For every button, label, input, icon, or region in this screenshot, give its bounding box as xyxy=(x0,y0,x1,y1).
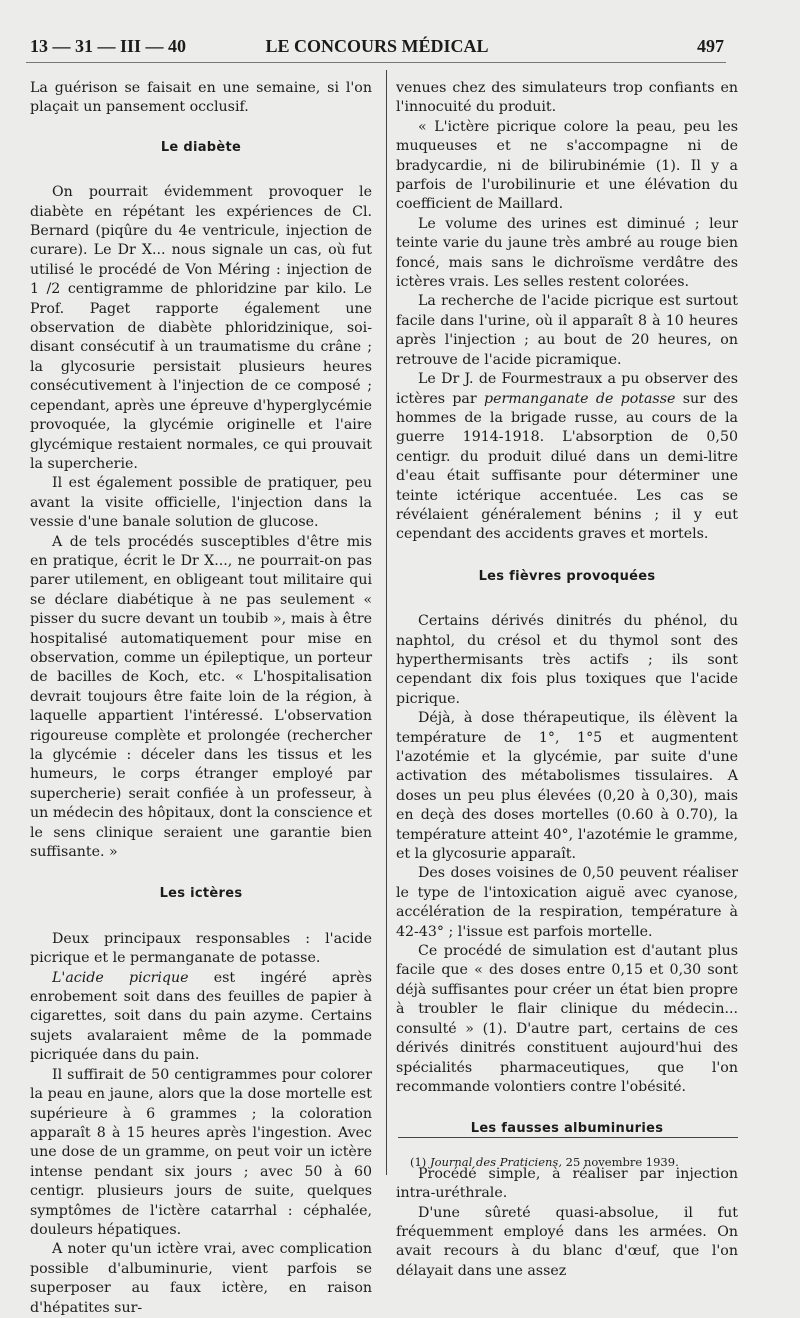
section-heading-diabete: Le diabète xyxy=(160,139,242,155)
paragraph: A de tels procédés susceptibles d'être mis en pratique, écrit le Dr X..., ne pourrait-on pas parer utilement, en obligeant tout militaire qui se déclare diabétique à ne pas seulement « pisser du sucre devant un toubib », mais à être hospitalisé automatiquement pour mise en observation, comme un épileptique, un porteur de bacilles de Koch, etc. « L'hospitalisation devrait toujours être faite loin de la région, à laquelle appartient l'intéressé. L'observation rigoureuse complète et prolongée (rechercher la glycémie : déceler dans les tissus et les humeurs, le corps étranger employé par supercherie) serait confiée à un professeur, à un médecin des hôpitaux, dont la conscience et le sens clinique seraient une garantie bien suffisante. » xyxy=(30,533,372,861)
paragraph: Certains dérivés dinitrés du phénol, du naphtol, du crésol et du thymol sont des hyperthermisants très actifs ; ils sont cependant dix fois plus toxiques que l'acide picrique. xyxy=(396,613,738,707)
issue-reference: 13 — 31 — III — 40 xyxy=(30,36,187,56)
paragraph: On pourrait évidemment provoquer le diabète en répétant les expériences de Cl. Bernard (piqûre du 4e ventricule, injection de curare). Le Dr X... nous signale un cas, où fut utilisé le procédé de Von Méring : injection de 1 /2 centigramme de phloridzine par kilo. Le Prof. Paget rapporte également une observation de diabète phloridzinique, soi-disant consécutif à un traumatisme du crâne ; la glycosurie persistait plusieurs heures consécutivement à l'injection de ce composé ; cependant, après une épreuve d'hyperglycémie provoquée, la glycémie originelle et l'aire glycémique restaient normales, ce qui prouvait la supercherie. xyxy=(30,184,372,472)
paragraph: Procédé simple, à réaliser par injection intra-uréthrale. xyxy=(396,1165,738,1202)
footnote-rule xyxy=(398,1137,738,1138)
emphasis-text: permanganate de potasse xyxy=(484,390,676,407)
footnote-date: 25 novembre 1939. xyxy=(562,1155,679,1169)
journal-title: LE CONCOURS MÉDICAL xyxy=(265,36,489,56)
page-header xyxy=(30,36,724,58)
paragraph: Il suffirait de 50 centigrammes pour colorer la peau en jaune, alors que la dose mortelle est supérieure à 6 grammes ; la coloration apparaît 8 à 15 heures après l'ingestion. Avec une dose de un gramme, on peut voir un ictère intense pendant six jours ; avec 50 à 60 centigr. plusieurs jours de suite, quelques symptômes de l'ictère catarrhal : céphalée, douleurs hépatiques. xyxy=(30,1066,372,1238)
paragraph: Il est également possible de pratiquer, peu avant la visite officielle, l'injection dans la vessie d'une banale solution de glucose. xyxy=(30,475,372,531)
paragraph: Deux principaux responsables : l'acide picrique et le permanganate de potasse. xyxy=(30,930,372,967)
section-heading-fievres: Les fièvres provoquées xyxy=(478,568,656,584)
paragraph: Des doses voisines de 0,50 peuvent réaliser le type de l'intoxication aiguë avec cyanose, accélération de la respiration, température à 42-43° ; l'issue est parfois mortelle. xyxy=(396,865,738,940)
section-heading-albuminuries: Les fausses albuminuries xyxy=(470,1121,664,1137)
paragraph: Déjà, à dose thérapeutique, ils élèvent la température de 1°, 1°5 et augmentent l'azotémie et la glycémie, par suite d'une activation des métabolismes tissulaires. A doses un peu plus élevées (0,20 à 0,30), mais en deçà des doses mortelles (0.60 à 0.70), la température atteint 40°, l'azotémie le gramme, et la glycosurie apparaît. xyxy=(396,710,738,863)
column-divider xyxy=(386,70,387,1175)
paragraph xyxy=(396,370,738,545)
paragraph-text: sur des hommes de la brigade russe, au cours de la guerre 1914-1918. L'absorption de 0,50 centigr. du produit dilué dans un demi-litre d'eau était suffisante pour déterminer une teinte ictérique accentuée. Les cas se révélaient généralement bénins ; il y eut cependant des accidents graves et mortels. xyxy=(396,390,738,543)
paragraph: A noter qu'un ictère vrai, avec complication possible d'albuminurie, vient parfois se superposer au faux ictère, en raison d'hépatites sur- xyxy=(30,1241,372,1316)
paragraph xyxy=(30,969,372,1066)
footnote xyxy=(410,1155,679,1169)
paragraph: Ce procédé de simulation est d'autant plus facile que « des doses entre 0,15 et 0,30 sont déjà suffisantes pour créer un état bien propre à troubler le flair clinique du médecin... consulté » (1). D'autre part, certains de ces dérivés dinitrés constituent aujourd'hui des spécialités pharmaceutiques, que l'on recommande volontiers contre l'obésité. xyxy=(396,943,738,1095)
paragraph-text: est ingéré après enrobement soit dans des feuilles de papier à cigarettes, soit dans du pain azyme. Certains sujets avalaraient même de la pommade picriquée dans du pain. xyxy=(30,969,372,1064)
footnote-number: (1) xyxy=(410,1155,430,1169)
header-rule xyxy=(26,62,726,63)
paragraph: venues chez des simulateurs trop confiants en l'innocuité du produit. xyxy=(396,80,738,116)
page-number: 497 xyxy=(697,36,724,56)
paragraph: La recherche de l'acide picrique est surtout facile dans l'urine, où il apparaît 8 à 10 heures après l'injection ; au bout de 20 heures, on retrouve de l'acide picramique. xyxy=(396,293,738,368)
left-column xyxy=(30,79,372,1318)
footnote-source: Journal des Praticiens, xyxy=(429,1155,562,1169)
right-column xyxy=(396,79,738,1281)
emphasis-text: L'acide picrique xyxy=(52,969,189,986)
paragraph: D'une sûreté quasi-absolue, il fut fréquemment employé dans les armées. On avait recours à du blanc d'œuf, que l'on délayait dans une assez xyxy=(396,1204,738,1279)
paragraph: Le volume des urines est diminué ; leur teinte varie du jaune très ambré au rouge bien foncé, mais sans le dichroïsme verdâtre des ictères vrais. Les selles restent colorées. xyxy=(396,215,738,291)
section-heading-icteres: Les ictères xyxy=(159,886,243,902)
paragraph-text: Le Dr J. de Fourmestraux a pu observer des ictères par xyxy=(396,371,738,407)
paragraph: La guérison se faisait en une semaine, si l'on plaçait un pansement occlusif. xyxy=(30,80,372,116)
paragraph: « L'ictère picrique colore la peau, peu les muqueuses et ne s'accompagne ni de bradycardie, ni de bilirubinémie (1). Il y a parfois de l'urobilinurie et une élévation du coefficient de Maillard. xyxy=(396,118,738,213)
